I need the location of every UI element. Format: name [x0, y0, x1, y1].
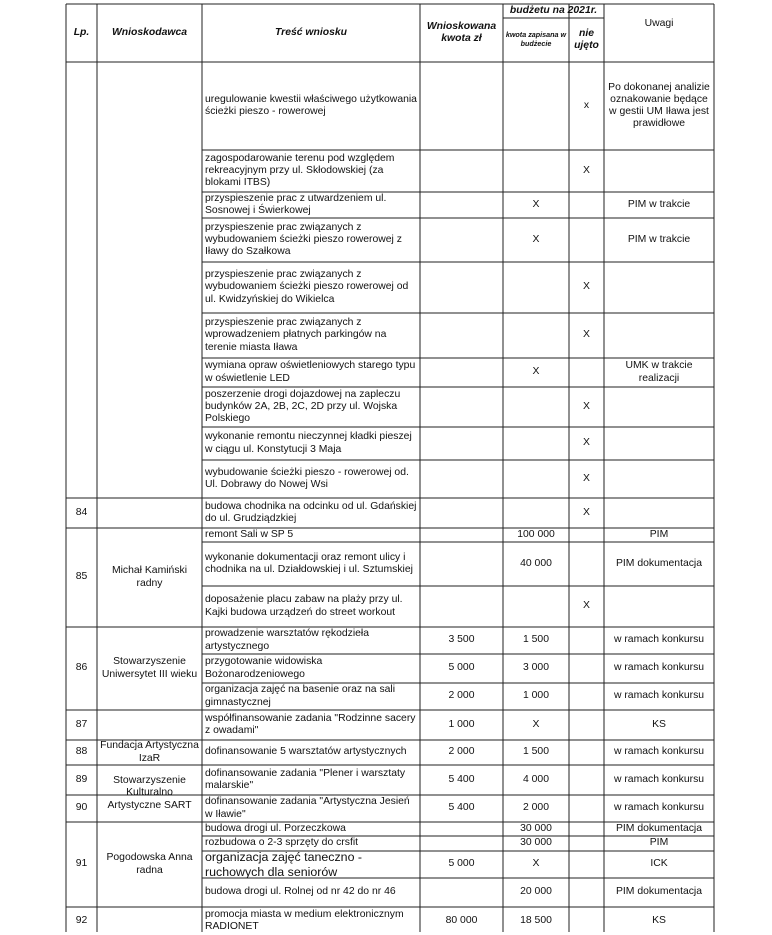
applicant-name: Fundacja Artystyczna IzaR: [100, 740, 199, 764]
not-included-mark: [569, 683, 604, 710]
header-nieujeto: nie ujęto: [574, 27, 599, 51]
group-lp: 87: [75, 718, 88, 730]
requested-amount: [420, 822, 503, 836]
request-text: przyspieszenie prac z utwardzeniem ul. Sosnowej i Świerkowej: [205, 192, 387, 216]
requested-amount: 5 400: [448, 802, 475, 814]
not-included-mark: [569, 740, 604, 765]
remarks: ICK: [650, 858, 668, 870]
not-included-mark: [569, 822, 604, 836]
header-tresc: Treść wniosku: [275, 26, 347, 38]
budget-amount: [503, 387, 569, 427]
group-lp: 86: [75, 662, 88, 674]
requested-amount: [420, 460, 503, 498]
applicant-name: [97, 710, 202, 740]
not-included-mark: [569, 528, 604, 542]
budget-amount: X: [532, 366, 540, 378]
remarks: PIM w trakcie: [627, 233, 691, 245]
budget-amount: [503, 262, 569, 313]
requested-amount: [420, 262, 503, 313]
budget-amount: X: [532, 233, 540, 245]
header-kwota: Wnioskowana kwota zł: [426, 20, 497, 44]
not-included-mark: x: [583, 99, 590, 111]
requested-amount: [420, 313, 503, 358]
header-lp: Lp.: [73, 26, 90, 38]
requested-amount: [420, 427, 503, 460]
applicant-name: Stowarzyszenie Kulturalno Artystyczne SART: [107, 775, 192, 811]
requested-amount: [420, 498, 503, 528]
group-lp: 90: [75, 802, 88, 814]
not-included-mark: [569, 851, 604, 878]
requested-amount: 5 000: [448, 858, 475, 870]
not-included-mark: [569, 765, 604, 795]
request-text: dofinansowanie 5 warsztatów artystycznych: [205, 746, 407, 758]
budget-amount: [503, 427, 569, 460]
request-text: organizacja zajęć na basenie oraz na sali gimnastycznej: [205, 684, 396, 708]
applicant-name: [97, 907, 202, 935]
header-zapisana: kwota zapisana w budżecie: [505, 30, 567, 48]
request-text: promocja miasta w medium elektronicznym RADIONET: [205, 908, 404, 932]
remarks: PIM w trakcie: [627, 198, 691, 210]
group-lp: 89: [75, 773, 88, 785]
requested-amount: [420, 878, 503, 907]
remarks: w ramach konkursu: [613, 802, 705, 814]
requested-amount: 2 000: [448, 690, 475, 702]
requested-amount: [420, 586, 503, 627]
budget-amount: [503, 460, 569, 498]
requested-amount: [420, 62, 503, 150]
request-text: uregulowanie kwestii właściwego użytkowania ścieżki pieszo - rowerowej: [205, 93, 417, 117]
header-budzet: budżetu na 2021r.: [509, 4, 598, 16]
request-text: remont Sali w SP 5: [205, 528, 294, 540]
requested-amount: [420, 528, 503, 542]
budget-amount: [503, 586, 569, 627]
not-included-mark: [569, 358, 604, 387]
requested-amount: 2 000: [448, 746, 475, 758]
remarks: KS: [652, 914, 666, 926]
remarks: UMK w trakcie realizacji: [625, 360, 693, 384]
not-included-mark: [569, 795, 604, 822]
remarks: [604, 387, 714, 427]
requested-amount: 80 000: [445, 914, 478, 926]
requested-amount: 5 000: [448, 662, 475, 674]
not-included-mark: X: [583, 506, 590, 518]
not-included-mark: [569, 907, 604, 935]
group-lp: 85: [75, 571, 88, 583]
budget-amount: 1 000: [522, 690, 549, 702]
request-text: budowa drogi ul. Porzeczkowa: [205, 822, 346, 834]
requested-amount: [420, 836, 503, 851]
not-included-mark: X: [583, 281, 590, 293]
remarks: KS: [652, 718, 666, 730]
budget-amount: 2 000: [522, 802, 549, 814]
request-text: budowa chodnika na odcinku od ul. Gdańskiej do ul. Grudziądzkiej: [205, 500, 417, 524]
budget-amount: X: [532, 858, 540, 870]
not-included-mark: [569, 654, 604, 683]
remarks: PIM dokumentacja: [615, 886, 703, 898]
budget-amount: [503, 62, 569, 150]
requested-amount: [420, 387, 503, 427]
requested-amount: [420, 542, 503, 586]
request-text: wybudowanie ścieżki pieszo - rowerowej od. Ul. Dobrawy do Nowej Wsi: [205, 466, 409, 490]
budget-amount: 4 000: [522, 773, 549, 785]
request-text: poszerzenie drogi dojazdowej na zapleczu budynków 2A, 2B, 2C, 2D przy ul. Wojska Polskiego: [205, 388, 401, 425]
remarks: PIM dokumentacja: [615, 557, 703, 569]
request-text: prowadzenie warsztatów rękodzieła artystycznego: [205, 628, 370, 652]
budget-amount: X: [532, 198, 540, 210]
not-included-mark: [569, 836, 604, 851]
requested-amount: 5 400: [448, 773, 475, 785]
not-included-mark: X: [583, 400, 590, 412]
requested-amount: [420, 192, 503, 218]
not-included-mark: [569, 218, 604, 262]
remarks: w ramach konkursu: [613, 662, 705, 674]
budget-amount: [503, 150, 569, 192]
not-included-mark: X: [583, 329, 590, 341]
header-uwagi: Uwagi: [644, 17, 674, 29]
applicant-name: [97, 498, 202, 528]
budget-amount: X: [532, 718, 540, 730]
remarks: [604, 498, 714, 528]
group-lp: 88: [75, 746, 88, 758]
budget-amount: 3 000: [522, 662, 549, 674]
budget-amount: 30 000: [520, 822, 552, 834]
remarks: PIM: [649, 837, 669, 849]
request-text: przyspieszenie prac związanych z wprowadzeniem płatnych parkingów na terenie miasta Iława: [205, 317, 387, 353]
remarks: w ramach konkursu: [613, 746, 705, 758]
remarks: [604, 586, 714, 627]
request-text: wykonanie remontu nieczynnej kładki pieszej w ciągu ul. Konstytucji 3 Maja: [205, 431, 412, 455]
remarks: [604, 150, 714, 192]
applicant-name: Pogodowska Anna radna: [106, 852, 193, 876]
not-included-mark: [569, 878, 604, 907]
request-text: przygotowanie widowiska Bożonarodzeniowego: [205, 656, 323, 680]
applicant-name: Stowarzyszenie Uniwersytet III wieku: [101, 656, 198, 680]
request-text: budowa drogi ul. Rolnej od nr 42 do nr 46: [205, 886, 396, 898]
group-lp: [66, 62, 97, 498]
budget-amount: 40 000: [520, 557, 552, 569]
applicant-name: Michał Kamiński radny: [111, 565, 188, 589]
request-text: przyspieszenie prac związanych z wybudowaniem ścieżki pieszo rowerowej od ul. Kwidzyńskiej do Wikielca: [205, 269, 409, 305]
budget-amount: 1 500: [522, 746, 549, 758]
group-lp: 84: [75, 506, 88, 518]
remarks: [604, 460, 714, 498]
budget-amount: 30 000: [520, 837, 552, 849]
not-included-mark: [569, 192, 604, 218]
request-text: dofinansowanie zadania "Plener i warsztaty malarskie": [205, 767, 406, 791]
requested-amount: 3 500: [448, 634, 475, 646]
not-included-mark: [569, 627, 604, 654]
remarks: [604, 427, 714, 460]
remarks: [604, 262, 714, 313]
remarks: w ramach konkursu: [613, 773, 705, 785]
not-included-mark: X: [583, 164, 590, 176]
remarks: [604, 313, 714, 358]
request-text: współfinansowanie zadania "Rodzinne sacery z owadami": [205, 712, 416, 736]
budget-amount: 100 000: [517, 528, 555, 540]
not-included-mark: X: [583, 437, 590, 449]
remarks: w ramach konkursu: [613, 690, 705, 702]
applicant-name: [97, 62, 202, 498]
request-text: rozbudowa o 2-3 sprzęty do crsfit: [205, 837, 359, 849]
request-text: wykonanie dokumentacji oraz remont ulicy i chodnika na ul. Działdowskiej i ul. Sztumskiej: [205, 551, 413, 575]
budget-amount: 1 500: [522, 634, 549, 646]
remarks: PIM: [649, 528, 669, 540]
request-text: doposażenie placu zabaw na plaży przy ul. Kajki budowa urządzeń do street workout: [205, 594, 403, 618]
request-text: przyspieszenie prac związanych z wybudowaniem ścieżki pieszo rowerowej z Iławy do Szałkowa: [205, 221, 402, 258]
requested-amount: [420, 150, 503, 192]
request-text: organizacja zajęć taneczno - ruchowych dla seniorów: [205, 851, 363, 878]
group-lp: 91: [75, 858, 88, 870]
budget-amount: 18 500: [520, 914, 552, 926]
request-text: wymiana opraw oświetleniowych starego typu w oświetlenie LED: [205, 360, 416, 384]
requested-amount: 1 000: [448, 718, 475, 730]
not-included-mark: X: [583, 600, 590, 612]
requested-amount: [420, 358, 503, 387]
not-included-mark: X: [583, 472, 590, 484]
remarks: w ramach konkursu: [613, 634, 705, 646]
not-included-mark: [569, 542, 604, 586]
remarks: Po dokonanej analizie oznakowanie będące w gestii UM Iława jest prawidłowe: [608, 81, 710, 130]
budget-amount: [503, 313, 569, 358]
budget-amount: [503, 498, 569, 528]
remarks: PIM dokumentacja: [615, 822, 703, 834]
request-text: zagospodarowanie terenu pod względem rekreacyjnym przy ul. Skłodowskiej (za blokami ITBS): [205, 152, 395, 189]
budget-amount: 20 000: [520, 886, 552, 898]
not-included-mark: [569, 710, 604, 740]
header-wnioskodawca: Wnioskodawca: [111, 26, 188, 38]
requested-amount: [420, 218, 503, 262]
group-lp: 92: [75, 914, 88, 926]
request-text: dofinansowanie zadania "Artystyczna Jesień w Iławie": [205, 796, 410, 820]
